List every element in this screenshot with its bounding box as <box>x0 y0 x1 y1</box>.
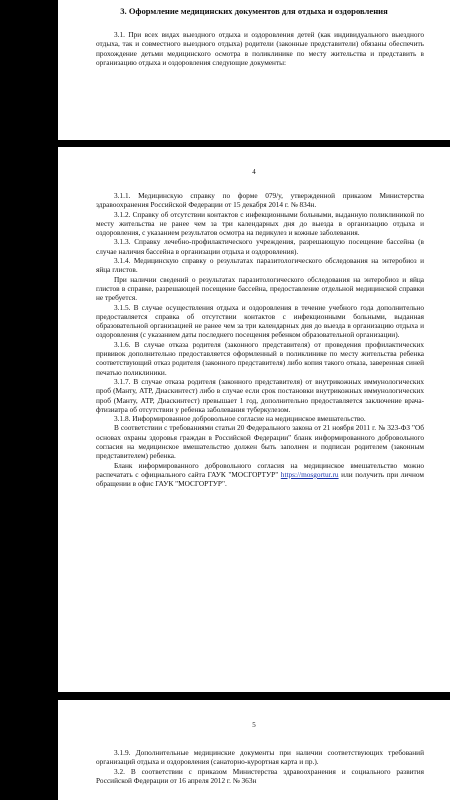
page-3-body <box>96 748 424 785</box>
paragraph-3-1-8: 3.1.8. Информированное добровольное согласие на медицинское вмешательство. <box>114 414 366 424</box>
page-number: 4 <box>252 168 256 176</box>
paragraph-3-1-4: 3.1.4. Медицинскую справку о результатах паразитологического обследования на энтеробиоз и яйца глистов. <box>96 256 424 275</box>
mosgortur-link[interactable]: https://mosgortur.ru <box>280 469 339 479</box>
paragraph-3-2: 3.2. В соответствии с приказом Министерства здравоохранения и социального развития Российской Федерации от 16 апреля 2012 г. № 363н <box>96 766 424 785</box>
paragraph-3-1-7: 3.1.7. В случае отказа родителя (законного представителя) от внутрикожных иммунологических проб (Манту, АТР, Диаскинтест) либо в случае если срок постановки внутрикожных иммунологических проб (Манту, АТР, Диаскинтест) превышает 1 год, дополнительно предоставляется заключение врача-фтизиатра об отсутствии у ребенка заболевания туберкулезом. <box>96 376 424 414</box>
document-page-2 <box>58 147 450 692</box>
consent-text-after: или получить при личном обращении в офис ГАУК "МОСГОРТУР". <box>96 469 425 489</box>
section-heading: 3. Оформление медицинских документов для отдыха и оздоровления <box>120 6 388 16</box>
paragraph-3-1-5: 3.1.5. В случае осуществления отдыха и оздоровления в течение учебного года дополнительно предоставляется справка об отсутствии контактов с инфекционными больными, выданная образовательной организацией не ранее чем за три календарных дня до выезда в организацию отдыха и оздоровления (с указанием даты последнего посещения ребенком образовательной организации). <box>96 302 424 340</box>
document-page-3 <box>58 700 450 800</box>
page-1-body <box>96 30 424 67</box>
page-2-body <box>96 191 424 489</box>
paragraph-3-1: 3.1. При всех видах выездного отдыха и оздоровления детей (как индивидуального выездного отдыха, так и совместного выездного отдыха) родители (законные представители) обязаны обеспечить прохождение детьми медицинского осмотра в поликлинике по месту жительства и представить в организацию отдыха и оздоровления следующие документы: <box>96 30 424 67</box>
paragraph-3-1-9: 3.1.9. Дополнительные медицинские документы при наличии соответствующих требований организаций отдыха и оздоровления (санаторно-курортная карта и пр.). <box>96 748 424 767</box>
paragraph-3-1-1: 3.1.1. Медицинскую справку по форме 079/у, утвержденной приказом Министерства здравоохранения Российской Федерации от 15 декабря 2014 г. № 834н. <box>96 191 424 210</box>
paragraph-parasitology-note: При наличии сведений о результатах паразитологического обследования на энтеробиоз и яйца глистов в справке, разрешающей посещение бассейна, предоставление отдельной медицинской справки не требуется. <box>96 274 424 303</box>
paragraph-3-1-2: 3.1.2. Справку об отсутствии контактов с инфекционными больными, выданную поликлиникой по месту жительства не ранее чем за три календарных дня до выезда в организацию отдыха и оздоровления, с указанием результатов осмотра на педикулез и кожные заболевания. <box>96 209 424 238</box>
paragraph-consent-form <box>96 461 424 489</box>
paragraph-3-1-6: 3.1.6. В случае отказа родителя (законного представителя) от проведения профилактических прививок дополнительно предоставляется оформленный в поликлинике по месту жительства ребенка соответствующий отказ родителя (законного представителя) либо копия такого отказа, заверенная синей печатью поликлиники. <box>96 339 424 377</box>
document-page-1 <box>58 0 450 140</box>
paragraph-3-1-3: 3.1.3. Справку лечебно-профилактического учреждения, разрешающую посещение бассейна (в случае наличия бассейна в организации отдыха и оздоровления). <box>96 237 424 256</box>
consent-text-before: Бланк информированного добровольного согласия на медицинское вмешательство можно распечатать с официального сайта ГАУК "МОСГОРТУР" <box>96 460 424 479</box>
page-number: 5 <box>252 721 256 729</box>
paragraph-law-323: В соответствии с требованиями статьи 20 Федерального закона от 21 ноября 2011 г. № 323-ФЗ "Об основах охраны здоровья граждан в Российской Федерации" бланк информированного добровольного согласия на медицинское вмешательство должен быть заполнен и подписан родителем (законным представителем) ребенка. <box>96 423 424 461</box>
